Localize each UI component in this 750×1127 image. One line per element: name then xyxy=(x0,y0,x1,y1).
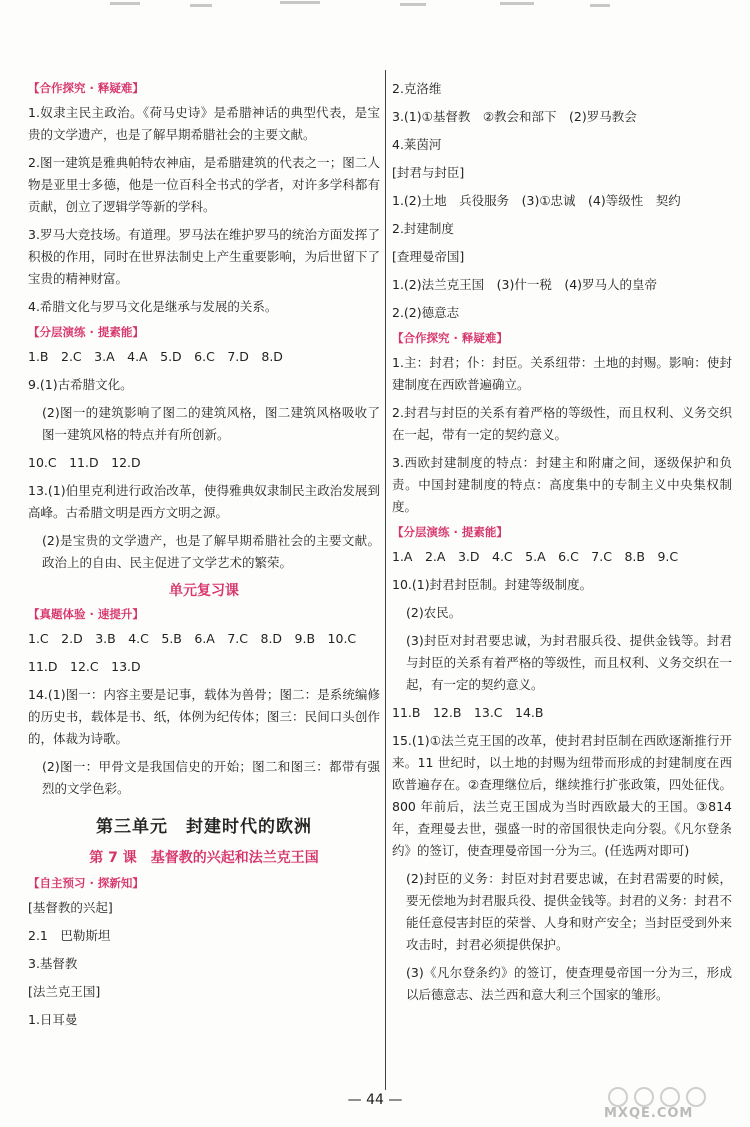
section-tag: 【自主预习 · 探新知】 xyxy=(28,876,144,890)
answer-paragraph: 2.封君与封臣的关系有着严格的等级性，而且权利、义务交织在一起，带有一定的契约意义。 xyxy=(392,405,732,442)
answer-paragraph: 1.主：封君；仆：封臣。关系纽带：土地的封赐。影响：使封建制度在西欧普遍确立。 xyxy=(392,355,732,392)
answer-paragraph: 4.希腊文化与罗马文化是继承与发展的关系。 xyxy=(28,299,278,314)
answer-paragraph: 1.奴隶主民主政治。《荷马史诗》是希腊神话的典型代表，是宝贵的文学遗产，也是了解早期希腊社会的主要文献。 xyxy=(28,105,380,142)
answer-paragraph: 1.(2)土地 兵役服务 (3)①忠诚 (4)等级性 契约 xyxy=(392,193,681,208)
answer-subparagraph: (2)图一的建筑影响了图二的建筑风格，图二建筑风格吸收了图一建筑风格的特点并有所创新。 xyxy=(42,405,380,442)
answer-paragraph: 9.(1)古希腊文化。 xyxy=(28,377,133,392)
answer-paragraph: 2.克洛维 xyxy=(392,81,442,96)
section-tag: 【分层演练 · 提素能】 xyxy=(28,325,144,339)
watermark-text: MXQE.COM xyxy=(604,1106,694,1121)
answer-paragraph: 11.D 12.C 13.D xyxy=(28,659,141,674)
section-tag: 【合作探究 · 释疑难】 xyxy=(28,81,144,95)
subsection-heading: [基督教的兴起] xyxy=(28,900,113,915)
answer-paragraph: 2.1 巴勒斯坦 xyxy=(28,928,111,943)
answer-paragraph: 3.西欧封建制度的特点：封建主和附庸之间，逐级保护和负责。中国封建制度的特点：高度集中的专制主义中央集权制度。 xyxy=(392,455,732,514)
answer-paragraph: 3.罗马大竞技场。有道理。罗马法在维护罗马的统治方面发挥了积极的作用，同时在世界法制史上产生重要影响，为后世留下了宝贵的精神财富。 xyxy=(28,227,380,286)
subsection-heading: [查理曼帝国] xyxy=(392,249,465,264)
lesson-heading: 第 7 课 基督教的兴起和法兰克王国 xyxy=(89,850,319,866)
answer-paragraph: 2.(2)德意志 xyxy=(392,305,460,320)
answer-paragraph: 1.日耳曼 xyxy=(28,1012,78,1027)
unit-heading: 第三单元 封建时代的欧洲 xyxy=(96,817,312,837)
page-number: — 44 — xyxy=(347,1092,403,1108)
top-edge-decoration xyxy=(100,0,650,14)
answer-paragraph: 11.B 12.B 13.C 14.B xyxy=(392,705,544,720)
answer-subparagraph: (2)农民。 xyxy=(406,605,462,620)
answer-paragraph: 1.A 2.A 3.D 4.C 5.A 6.C 7.C 8.B 9.C xyxy=(392,549,679,564)
section-tag: 【真题体验 · 速提升】 xyxy=(28,607,144,621)
answer-paragraph: 13.(1)伯里克利进行政治改革，使得雅典奴隶制民主政治发展到高峰。古希腊文明是西方文明之源。 xyxy=(28,483,380,520)
answer-paragraph: 3.(1)①基督教 ②教会和部下 (2)罗马教会 xyxy=(392,109,637,124)
right-column xyxy=(392,78,732,1012)
column-divider xyxy=(385,70,386,1090)
answer-paragraph: 1.C 2.D 3.B 4.C 5.B 6.A 7.C 8.D 9.B 10.C xyxy=(28,631,357,646)
answer-paragraph: 3.基督教 xyxy=(28,956,78,971)
answer-paragraph: 10.(1)封君封臣制。封建等级制度。 xyxy=(392,577,593,592)
answer-subparagraph: (3)《凡尔登条约》的签订，使查理曼帝国一分为三，形成以后德意志、法兰西和意大利三个国家的雏形。 xyxy=(406,965,732,1002)
answer-paragraph: 15.(1)①法兰克王国的改革，使封君封臣制在西欧逐渐推行开来。11 世纪时，以土地的封赐为纽带而形成的封建制度在西欧普遍存在。②查理继位后，继续推行扩张政策，四处征伐。800 年前后，法兰克王国成为当时西欧最大的王国。③814 年，查理曼去世，强盛一时的帝国很快走向分裂。《凡尔登条约》的签订，使查理曼帝国一分为三。(任选两对即可) xyxy=(392,733,732,858)
answer-paragraph: 2.封建制度 xyxy=(392,221,454,236)
answer-paragraph: 4.莱茵河 xyxy=(392,137,442,152)
review-heading: 单元复习课 xyxy=(169,583,239,599)
section-tag: 【合作探究 · 释疑难】 xyxy=(392,331,508,345)
answer-paragraph: 1.(2)法兰克王国 (3)什一税 (4)罗马人的皇帝 xyxy=(392,277,658,292)
answer-subparagraph: (2)图一：甲骨文是我国信史的开始；图二和图三：都带有强烈的文学色彩。 xyxy=(42,759,380,796)
answer-paragraph: 2.图一建筑是雅典帕特农神庙，是希腊建筑的代表之一；图二人物是亚里士多德，他是一位百科全书式的学者，对许多学科都有贡献，创立了逻辑学等新的学科。 xyxy=(28,155,380,214)
subsection-heading: [封君与封臣] xyxy=(392,165,465,180)
section-tag: 【分层演练 · 提素能】 xyxy=(392,525,508,539)
answer-paragraph: 10.C 11.D 12.D xyxy=(28,455,141,470)
answer-paragraph: 1.B 2.C 3.A 4.A 5.D 6.C 7.D 8.D xyxy=(28,349,283,364)
answer-subparagraph: (2)封臣的义务：封臣对封君要忠诚，在封君需要的时候，要无偿地为封君服兵役、提供金钱等。封君的义务：封君不能任意侵害封臣的荣誉、人身和财产安全；当封臣受到外来攻击时，封君必须提供保护。 xyxy=(406,871,732,952)
left-column xyxy=(28,78,380,1037)
answer-subparagraph: (2)是宝贵的文学遗产，也是了解早期希腊社会的主要文献。政治上的自由、民主促进了文学艺术的繁荣。 xyxy=(42,533,380,570)
subsection-heading: [法兰克王国] xyxy=(28,984,101,999)
answer-paragraph: 14.(1)图一：内容主要是记事，载体为兽骨；图二：是系统编修的历史书，载体是书、纸，体例为纪传体；图三：民间口头创作的，体裁为诗歌。 xyxy=(28,687,380,746)
answer-subparagraph: (3)封臣对封君要忠诚，为封君服兵役、提供金钱等。封君与封臣的关系有着严格的等级性，而且权利、义务交织在一起，有一定的契约意义。 xyxy=(406,633,732,692)
